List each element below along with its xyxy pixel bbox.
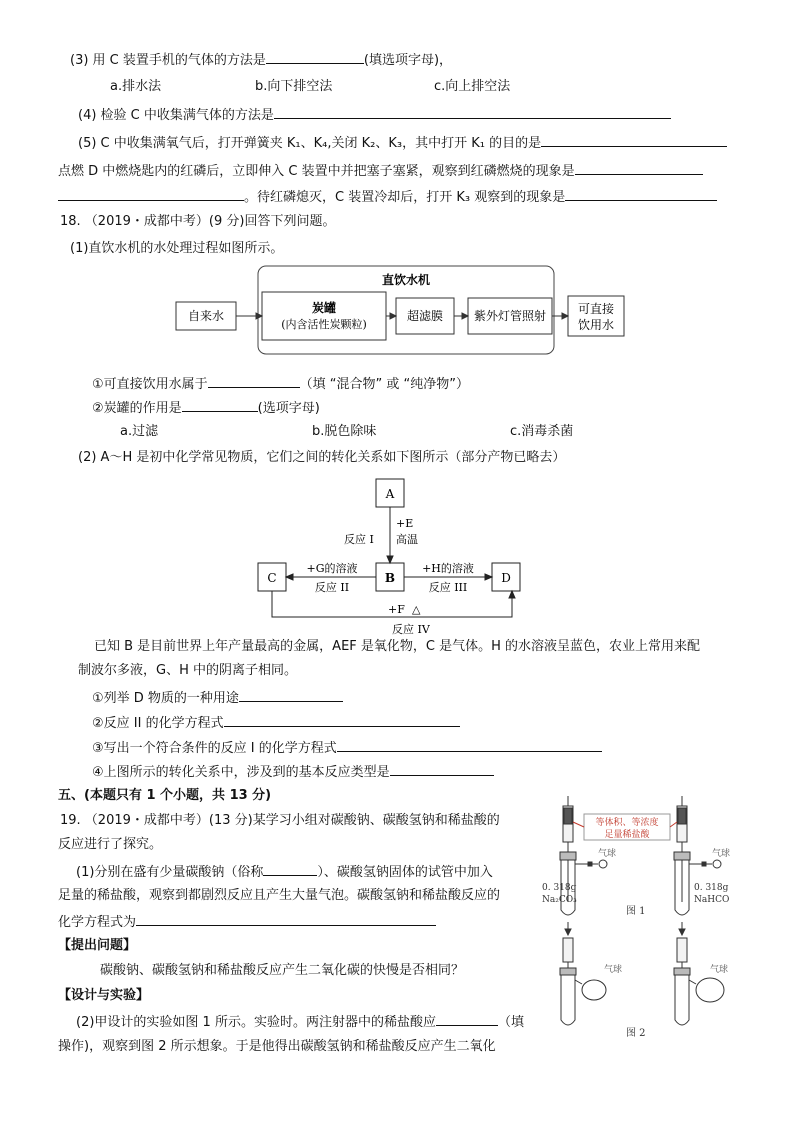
q18-s2-opt-a: a.过滤 bbox=[120, 424, 159, 439]
q19-line2: 反应进行了探究。 bbox=[58, 837, 163, 852]
label-plus-g: +G的溶液 bbox=[306, 562, 358, 575]
q18-a1-line bbox=[92, 688, 343, 708]
q17-p5-blank2[interactable] bbox=[575, 161, 703, 175]
q17-p5-line3 bbox=[58, 187, 717, 207]
q17-p3-opt-c: c.向上排空法 bbox=[434, 79, 511, 94]
fig1-chem-left: Na₂CO₃ bbox=[542, 895, 577, 905]
fig2-caption: 图 2 bbox=[626, 1028, 646, 1039]
q17-p3-text-end: (填选项字母)， bbox=[363, 53, 453, 68]
q17-p5-line1 bbox=[78, 133, 727, 153]
q17-p3-opt-a: a.排水法 bbox=[110, 79, 162, 94]
q19-line1: 19. （2019・成都中考）(13 分)某学习小组对碳酸钠、碳酸氢钠和稀盐酸的 bbox=[60, 813, 500, 828]
uf-membrane-label: 超滤膜 bbox=[406, 309, 444, 323]
q17-p5-text1: (5) C 中收集满氧气后，打开弹簧夹 K₁、K₄,关闭 K₂、K₃，其中打开 K₁ 的目的是 bbox=[78, 136, 542, 151]
q18-s2-blank[interactable] bbox=[182, 398, 258, 412]
water-machine-flow-diagram bbox=[170, 262, 630, 362]
q17-p4-blank[interactable] bbox=[274, 105, 671, 119]
q19-line6-text: (2)甲设计的实验如图 1 所示。实验时。两注射器中的稀盐酸应 bbox=[76, 1015, 436, 1030]
q18-s1-line bbox=[92, 374, 469, 394]
q19-line7: 操作)，观察到图 2 所示想象。于是他得出碳酸氢钠和稀盐酸反应产生二氧化 bbox=[58, 1039, 496, 1054]
q18-s2-hint: (选项字母) bbox=[257, 401, 320, 416]
q18-p2: (2) A～H 是初中化学常见物质，它们之间的转化关系如下图所示（部分产物已略去） bbox=[78, 450, 566, 465]
label-delta: △ bbox=[412, 603, 421, 616]
fig1-mass-left: 0. 318g bbox=[542, 883, 577, 893]
fig1-balloon-right-label: 气球 bbox=[712, 849, 731, 859]
q18-a2-text: ②反应 II 的化学方程式 bbox=[92, 716, 224, 731]
fig1-balloon-left-label: 气球 bbox=[598, 849, 617, 859]
node-a: A bbox=[385, 487, 395, 501]
q18-p1: (1)直饮水机的水处理过程如图所示。 bbox=[70, 241, 284, 256]
label-reaction-2: 反应 II bbox=[314, 581, 350, 594]
q18-header: 18. （2019・成都中考）(9 分)回答下列问题。 bbox=[60, 214, 336, 229]
q18-s2-opt-c: c.消毒杀菌 bbox=[510, 424, 574, 439]
label-plus-e: +E bbox=[396, 517, 414, 530]
q19-line3-text: (1)分别在盛有少量碳酸钠（俗称 bbox=[76, 865, 264, 880]
q19-line5-text: 化学方程式为 bbox=[58, 915, 137, 930]
q17-p5-text3: 。待红磷熄灭，C 装置冷却后，打开 K₃ 观察到的现象是 bbox=[244, 190, 566, 205]
q17-p5-line2 bbox=[58, 161, 703, 181]
q17-p4-line bbox=[78, 105, 671, 125]
q18-s1-blank[interactable] bbox=[208, 374, 300, 388]
q17-p3-text: (3) 用 C 装置手机的气体的方法是 bbox=[70, 53, 266, 68]
q18-a3-blank[interactable] bbox=[337, 738, 602, 752]
q18-s2-opt-b: b.脱色除味 bbox=[312, 424, 377, 439]
q18-s2-line bbox=[92, 398, 320, 418]
fig2-right-apparatus bbox=[674, 938, 724, 1025]
q18-s1-hint: （填 “混合物” 或 “纯净物”） bbox=[299, 377, 469, 392]
q18-a1-text: ①列举 D 物质的一种用途 bbox=[92, 691, 239, 706]
acid-label-line2: 足量稀盐酸 bbox=[604, 830, 650, 840]
q19-common-name-blank[interactable] bbox=[263, 862, 317, 876]
node-c: C bbox=[267, 571, 277, 585]
transformation-diagram bbox=[254, 475, 530, 637]
label-reaction-3: 反应 III bbox=[428, 581, 468, 594]
q19-question-text: 碳酸钠、碳酸氢钠和稀盐酸反应产生二氧化碳的快慢是否相同？ bbox=[100, 963, 465, 978]
fig1-caption: 图 1 bbox=[626, 906, 646, 917]
q18-known-line1: 已知 B 是目前世界上年产量最高的金属，AEF 是氧化物，C 是气体。H 的水溶液呈蓝色，农业上常用来配 bbox=[94, 639, 701, 654]
q19-line5 bbox=[58, 912, 436, 932]
label-reaction-4: 反应 IV bbox=[392, 623, 430, 636]
section5-heading: 五、(本题只有 1 个小题，共 13 分) bbox=[58, 788, 272, 803]
label-high-temp: 高温 bbox=[396, 533, 418, 546]
node-b: B bbox=[384, 571, 396, 585]
q19-operation-blank[interactable] bbox=[436, 1012, 498, 1026]
q17-p3-line bbox=[70, 50, 452, 70]
fig1-chem-right: NaHCO bbox=[694, 895, 730, 905]
q19-line4: 足量的稀盐酸，观察到都剧烈反应且产生大量气泡。碳酸氢钠和稀盐酸反应的 bbox=[58, 888, 501, 903]
output-label-1: 可直接 bbox=[577, 302, 615, 316]
q18-a3-line bbox=[92, 738, 602, 758]
q18-a3-text: ③写出一个符合条件的反应 I 的化学方程式 bbox=[92, 741, 337, 756]
fig-down-arrows bbox=[565, 922, 685, 935]
carbon-tank-box bbox=[262, 292, 386, 340]
output-label-2: 饮用水 bbox=[577, 318, 615, 332]
q19-heading-design: 【设计与实验】 bbox=[58, 988, 150, 1003]
q17-p5-blank1[interactable] bbox=[541, 133, 727, 147]
q18-a4-line bbox=[92, 762, 494, 782]
q18-s1-text: ①可直接饮用水属于 bbox=[92, 377, 208, 392]
q19-equation-blank[interactable] bbox=[136, 912, 436, 926]
uv-lamp-label: 紫外灯管照射 bbox=[473, 309, 547, 323]
q18-a2-line bbox=[92, 713, 460, 733]
q17-p3-blank[interactable] bbox=[266, 50, 364, 64]
q19-line6 bbox=[76, 1012, 524, 1032]
q17-p5-text2: 点燃 D 中燃烧匙内的红磷后，立即伸入 C 装置中并把塞子塞紧，观察到红磷燃烧的现象是 bbox=[58, 164, 575, 179]
fig1-mass-right: 0. 318g bbox=[694, 883, 729, 893]
q18-a2-blank[interactable] bbox=[224, 713, 460, 727]
node-d: D bbox=[501, 571, 511, 585]
source-label: 自来水 bbox=[187, 309, 225, 323]
q18-a4-blank[interactable] bbox=[390, 762, 494, 776]
q19-line6-end: （填 bbox=[497, 1015, 524, 1030]
machine-title: 直饮水机 bbox=[381, 273, 431, 287]
q17-p5-blank3[interactable] bbox=[58, 187, 244, 201]
label-plus-f: +F bbox=[388, 603, 405, 616]
q19-line3-end: ）、碳酸氢钠固体的试管中加入 bbox=[317, 865, 493, 880]
fig2-balloon-right-label: 气球 bbox=[710, 965, 729, 975]
q17-p5-blank4[interactable] bbox=[565, 187, 717, 201]
acid-label-line1: 等体积、等浓度 bbox=[595, 818, 659, 828]
acid-pointer-left bbox=[573, 822, 584, 827]
label-plus-h: +H的溶液 bbox=[422, 562, 474, 575]
q17-p4-text: (4) 检验 C 中收集满气体的方法是 bbox=[78, 108, 274, 123]
q18-a1-blank[interactable] bbox=[239, 688, 343, 702]
q18-a4-text: ④上图所示的转化关系中，涉及到的基本反应类型是 bbox=[92, 765, 390, 780]
fig2-balloon-left-label: 气球 bbox=[604, 965, 623, 975]
q18-s2-text: ②炭罐的作用是 bbox=[92, 401, 182, 416]
label-reaction-1: 反应 I bbox=[344, 533, 374, 546]
q18-known-line2: 制波尔多液，G、H 中的阴离子相同。 bbox=[78, 663, 297, 678]
carbon-tank-label: 炭罐 bbox=[311, 301, 337, 315]
carbon-tank-sub: (内含活性炭颗粒) bbox=[281, 318, 367, 331]
q17-p3-opt-b: b.向下排空法 bbox=[255, 79, 333, 94]
fig2-left-apparatus bbox=[560, 938, 606, 1025]
acid-pointer-right bbox=[670, 822, 677, 827]
experiment-figure bbox=[540, 792, 740, 1042]
q19-line3 bbox=[76, 862, 493, 882]
q19-heading-question: 【提出问题】 bbox=[58, 938, 137, 953]
